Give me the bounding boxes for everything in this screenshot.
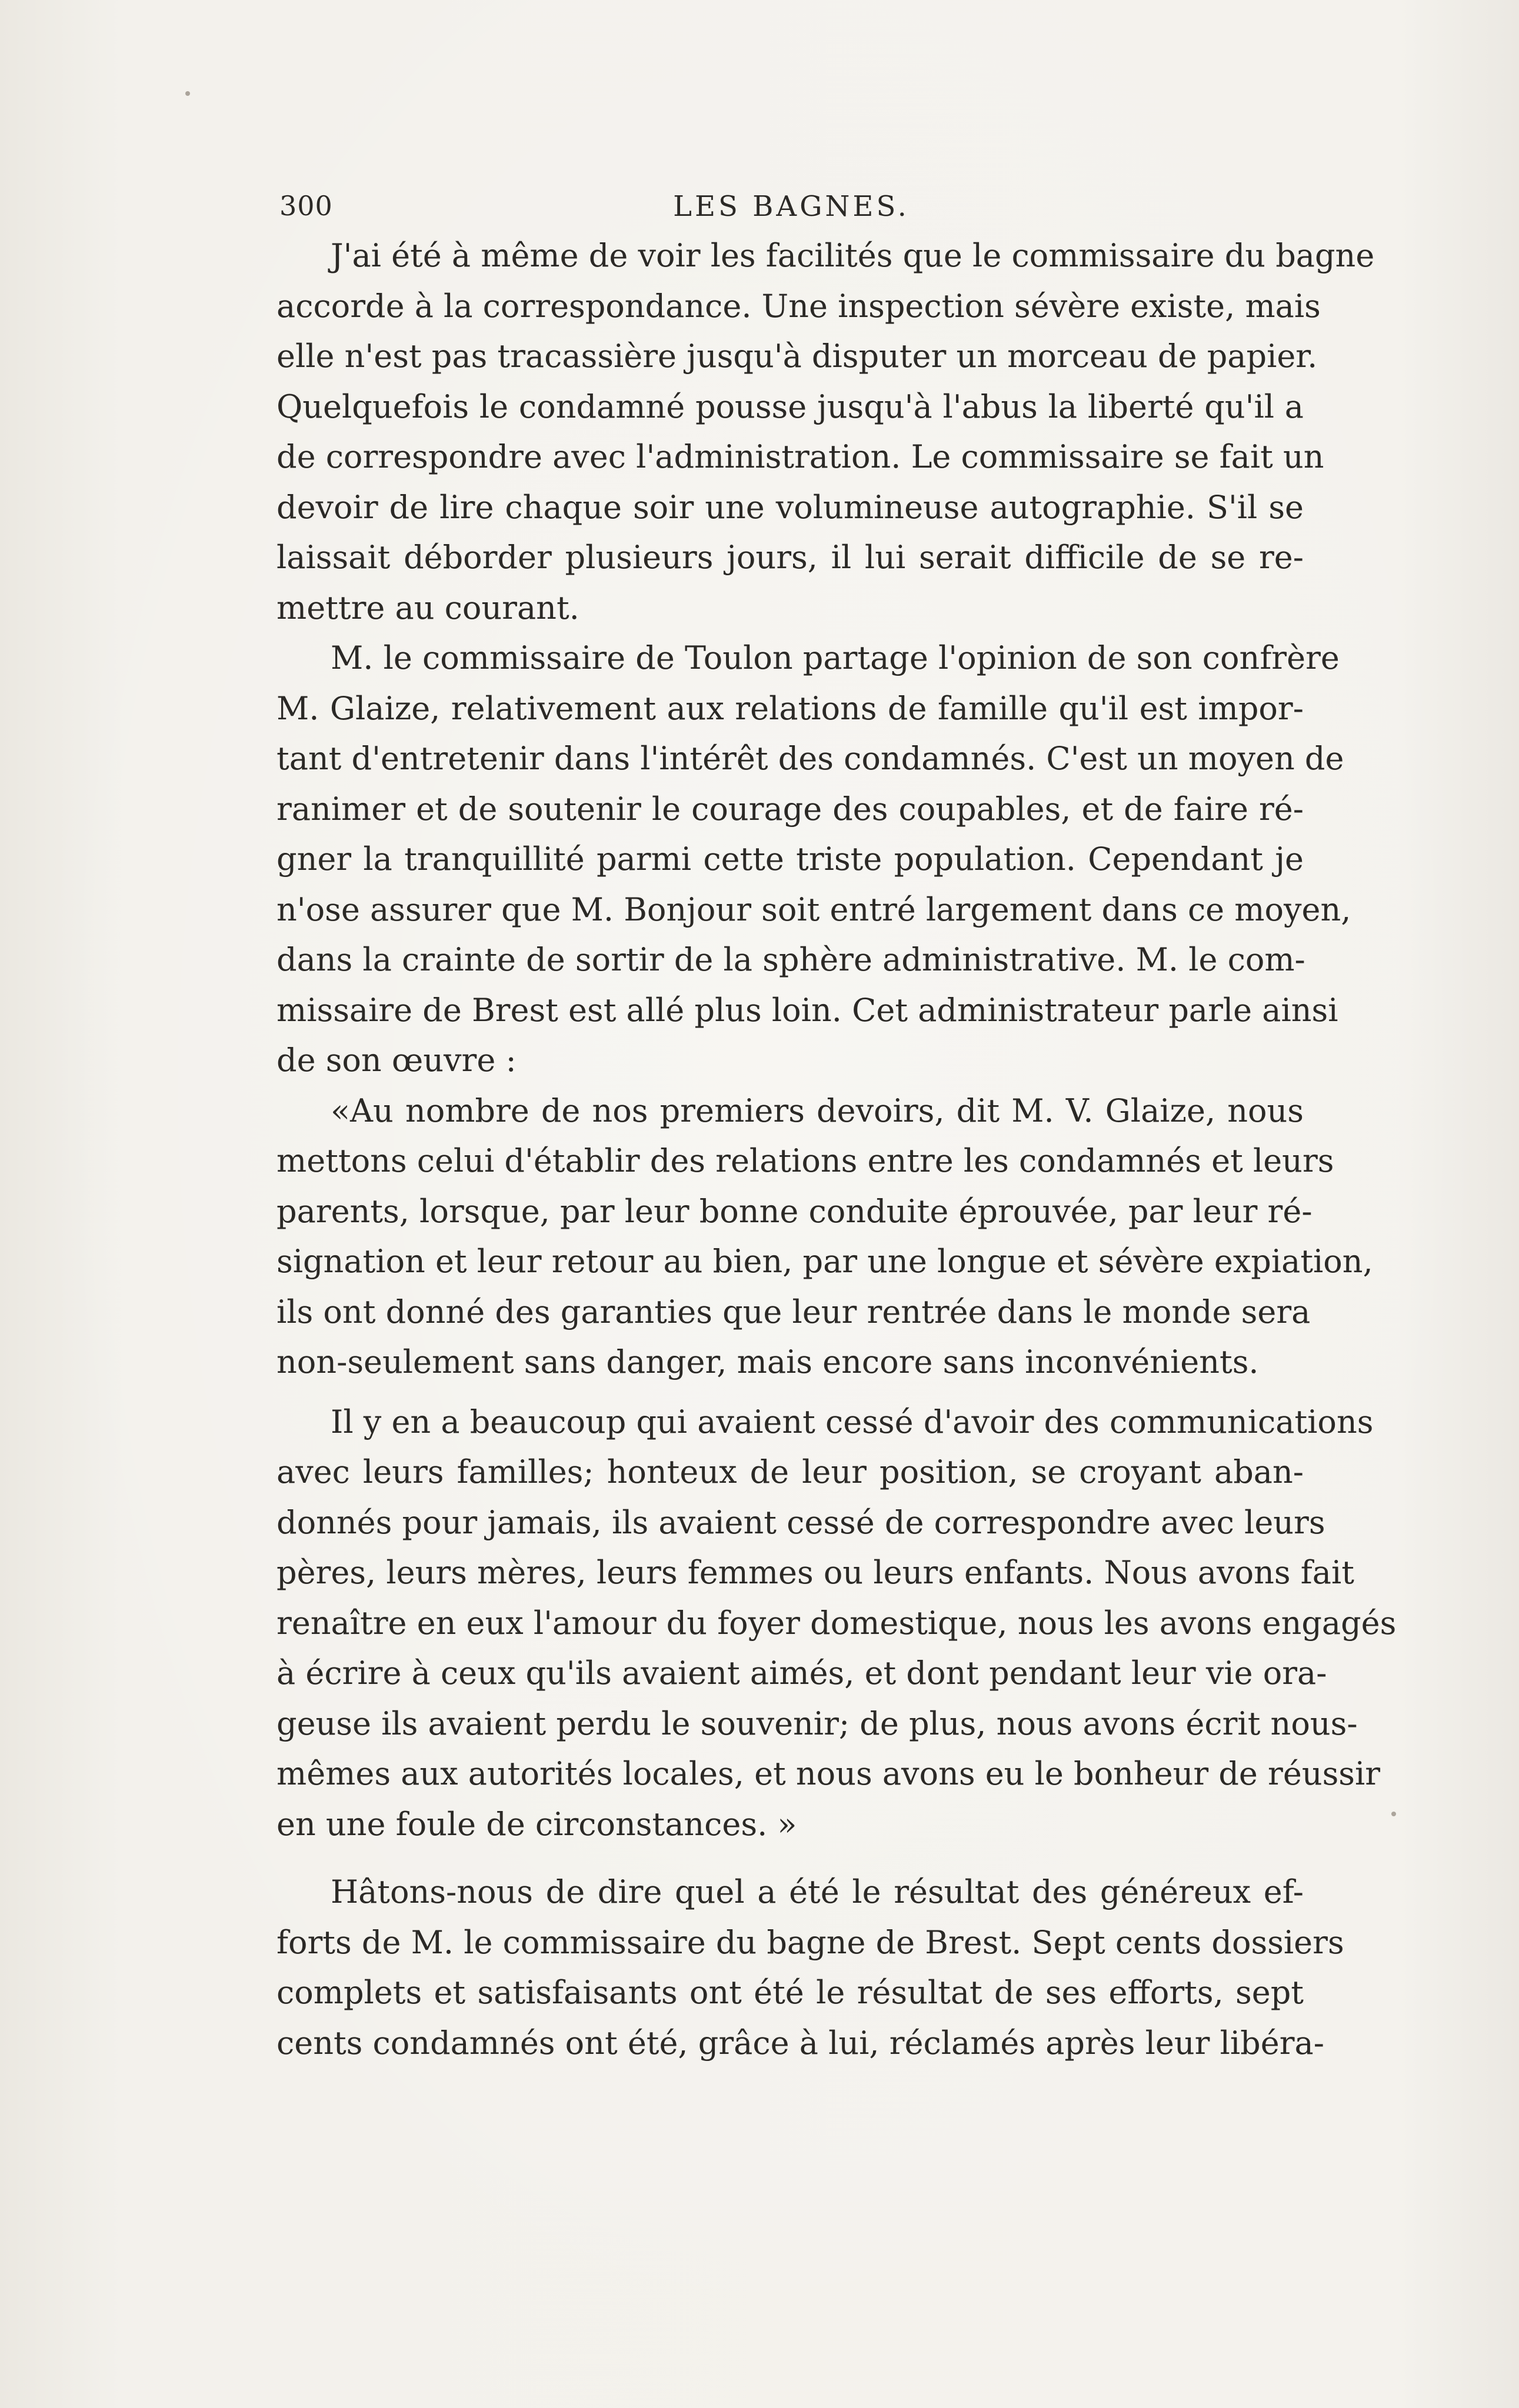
text-line: en une foule de circonstances. » — [277, 1805, 797, 1843]
text-line: n'ose assurer que M. Bonjour soit entré largement dans ce moyen, — [277, 891, 1351, 928]
text-line: non-seulement sans danger, mais encore sans inconvénients. — [277, 1343, 1259, 1380]
text-line: renaître en eux l'amour du foyer domestique, nous les avons engagés — [277, 1604, 1397, 1642]
text-line: elle n'est pas tracassière jusqu'à disputer un morceau de papier. — [277, 338, 1318, 375]
text-line: cents condamnés ont été, grâce à lui, réclamés après leur libéra- — [277, 2024, 1324, 2062]
text-line: dans la crainte de sortir de la sphère administrative. M. le com- — [277, 941, 1305, 978]
paragraph-spacing — [277, 1849, 1304, 1867]
text-line: geuse ils avaient perdu le souvenir; de plus, nous avons écrit nous- — [277, 1705, 1358, 1742]
text-line: forts de M. le commissaire du bagne de Brest. Sept cents dossiers — [277, 1923, 1344, 1961]
paragraph — [277, 633, 1351, 1086]
paragraph — [277, 1867, 1344, 2068]
text-line: Il y en a beaucoup qui avaient cessé d'avoir des communications — [331, 1403, 1374, 1440]
quoted-paragraph — [277, 1397, 1397, 1850]
text-line: mettons celui d'établir des relations entre les condamnés et leurs — [277, 1142, 1334, 1179]
text-line: Hâtons-nous de dire quel a été le résultat des généreux ef- — [331, 1873, 1304, 1910]
text-line: avec leurs familles; honteux de leur position, se croyant aban- — [277, 1453, 1304, 1490]
page-header — [279, 190, 1303, 231]
text-line: accorde à la correspondance. Une inspection sévère existe, mais — [277, 287, 1321, 325]
paragraph-spacing — [277, 1388, 1304, 1397]
text-line: missaire de Brest est allé plus loin. Cet administrateur parle ainsi — [277, 991, 1338, 1029]
text-line: tant d'entretenir dans l'intérêt des condamnés. C'est un moyen de — [277, 740, 1344, 777]
text-line: devoir de lire chaque soir une volumineuse autographie. S'il se — [277, 488, 1304, 526]
text-line: ranimer et de soutenir le courage des coupables, et de faire ré- — [277, 790, 1304, 828]
quoted-paragraph — [277, 1086, 1373, 1388]
text-line: mettre au courant. — [277, 589, 579, 626]
text-line: ils ont donné des garanties que leur rentrée dans le monde sera — [277, 1293, 1311, 1330]
text-line: parents, lorsque, par leur bonne conduite éprouvée, par leur ré- — [277, 1192, 1313, 1230]
page-number: 300 — [279, 190, 333, 222]
text-line: gner la tranquillité parmi cette triste population. Cependant je — [277, 841, 1304, 878]
paragraph — [277, 231, 1375, 633]
text-line: M. le commissaire de Toulon partage l'opinion de son confrère — [331, 639, 1340, 676]
text-line: signation et leur retour au bien, par une longue et sévère expiation, — [277, 1243, 1373, 1280]
paper-speck — [185, 91, 190, 96]
text-line: complets et satisfaisants ont été le résultat de ses efforts, sept — [277, 1974, 1304, 2011]
text-line: laissait déborder plusieurs jours, il lui serait difficile de se re- — [277, 539, 1304, 576]
text-line: M. Glaize, relativement aux relations de famille qu'il est impor- — [277, 689, 1304, 727]
text-line: «Au nombre de nos premiers devoirs, dit M. V. Glaize, nous — [331, 1092, 1304, 1129]
text-line: Quelquefois le condamné pousse jusqu'à l'abus la liberté qu'il a — [277, 388, 1304, 425]
text-line: mêmes aux autorités locales, et nous avons eu le bonheur de réussir — [277, 1755, 1381, 1792]
text-line: de correspondre avec l'administration. Le commissaire se fait un — [277, 438, 1324, 475]
text-line: pères, leurs mères, leurs femmes ou leurs enfants. Nous avons fait — [277, 1554, 1354, 1591]
text-line: donnés pour jamais, ils avaient cessé de correspondre avec leurs — [277, 1503, 1325, 1541]
running-head: LES BAGNES. — [673, 190, 910, 223]
text-line: J'ai été à même de voir les facilités que le commissaire du bagne — [331, 237, 1375, 274]
paper-speck — [1391, 1812, 1396, 1816]
text-line: de son œuvre : — [277, 1042, 517, 1079]
text-line: à écrire à ceux qu'ils avaient aimés, et dont pendant leur vie ora- — [277, 1655, 1327, 1692]
body-text — [277, 231, 1397, 2068]
